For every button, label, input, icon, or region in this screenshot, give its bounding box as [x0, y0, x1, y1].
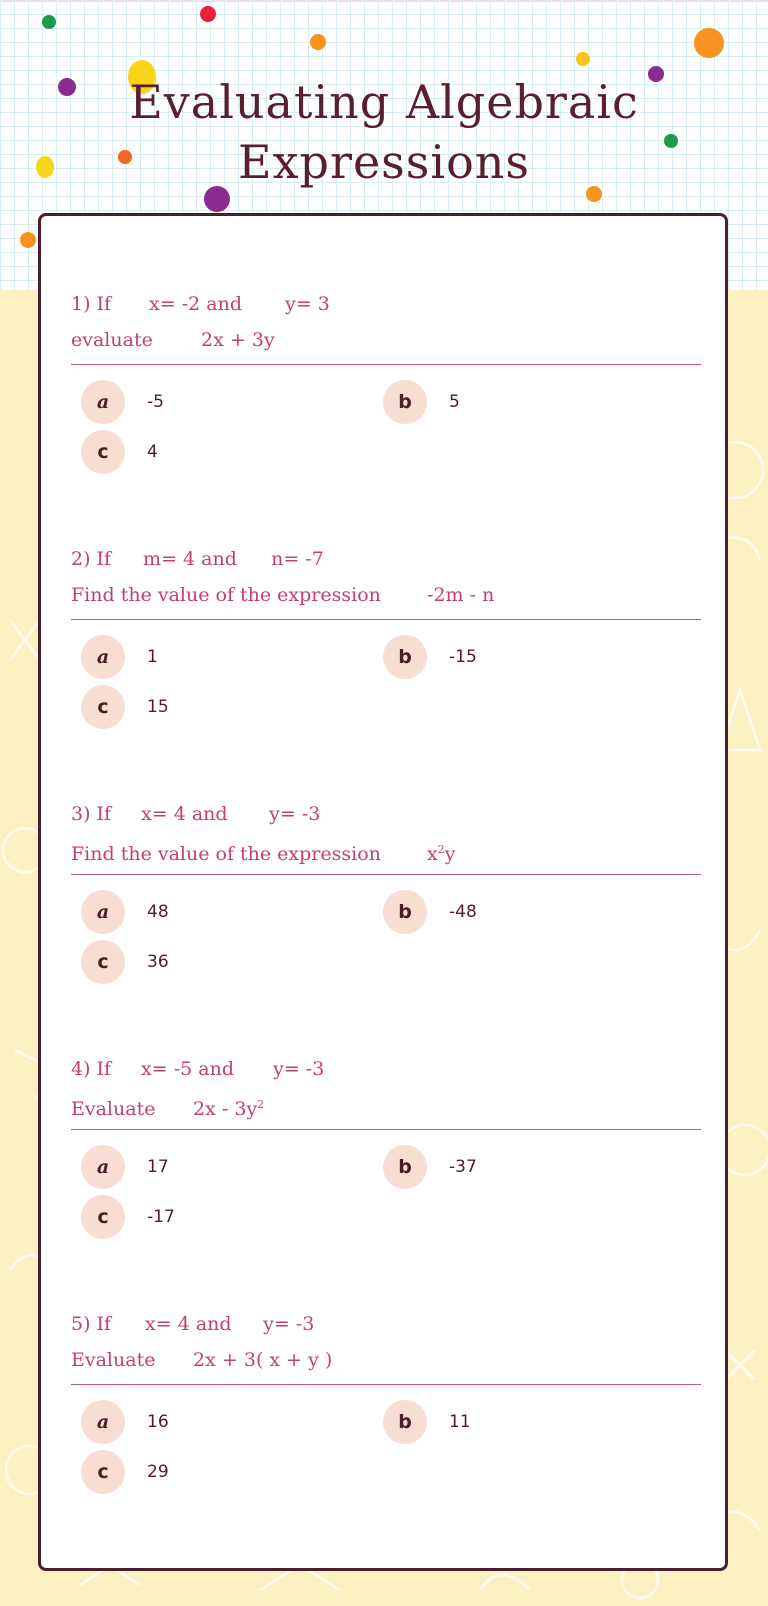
question-prompt [71, 541, 701, 577]
question-text: Find the value of the expression [71, 843, 381, 866]
paint-splat [200, 6, 216, 22]
choice-b[interactable] [383, 1145, 477, 1189]
choice-b[interactable] [383, 1400, 471, 1444]
expression-text [427, 832, 455, 872]
question-text: Evaluate [71, 1098, 156, 1121]
question-expression [71, 1342, 701, 1378]
question-text: y= 3 [285, 293, 330, 315]
choice-letter-c: c [81, 685, 125, 729]
choice-value: 15 [147, 697, 169, 717]
title-line-2: Expressions [237, 135, 531, 189]
expression-text: 2x + 3y [201, 329, 275, 351]
choice-value: 29 [147, 1462, 169, 1482]
choice-value: 1 [147, 647, 158, 667]
question-text: 3) If [71, 803, 112, 825]
choice-value: -37 [449, 1157, 477, 1177]
paint-splat [576, 52, 590, 66]
question-text: 4) If [71, 1058, 112, 1080]
choice-b[interactable] [383, 890, 477, 934]
question-text: Find the value of the expression [71, 584, 381, 606]
answer-choices [71, 1130, 701, 1240]
question-expression [71, 832, 701, 868]
choice-letter-c: c [81, 1450, 125, 1494]
title-line-1: Evaluating Algebraic [129, 75, 639, 129]
choice-c[interactable] [81, 685, 169, 729]
expression-text: 2x + 3( x + y ) [193, 1349, 333, 1371]
answer-choices [71, 365, 701, 475]
exponent: 2 [257, 1098, 265, 1111]
question-expression [71, 1087, 701, 1123]
choice-value: -48 [449, 902, 477, 922]
page-title [0, 72, 768, 192]
question-expression [71, 577, 701, 613]
question-text: m= 4 and [143, 548, 237, 570]
choice-letter-a: a [81, 890, 125, 934]
question-text: x= 4 and [141, 803, 228, 825]
question-text: x= 4 and [145, 1313, 232, 1335]
choice-c[interactable] [81, 430, 158, 474]
question-text: x= -5 and [141, 1058, 234, 1080]
question-text: evaluate [71, 329, 153, 351]
answer-choices [71, 620, 701, 730]
question-1 [71, 286, 701, 475]
choice-b[interactable] [383, 380, 460, 424]
choice-letter-a: a [81, 1400, 125, 1444]
question-prompt [71, 796, 701, 832]
choice-a[interactable] [81, 1400, 169, 1444]
answer-choices [71, 875, 701, 985]
exponent: 2 [437, 843, 445, 856]
choice-value: -17 [147, 1207, 175, 1227]
paint-splat [694, 28, 724, 58]
question-expression [71, 322, 701, 358]
choice-value: 36 [147, 952, 169, 972]
choice-letter-c: c [81, 1195, 125, 1239]
choice-value: 48 [147, 902, 169, 922]
question-text: 5) If [71, 1313, 112, 1335]
question-5 [71, 1306, 701, 1495]
question-prompt [71, 1051, 701, 1087]
question-text: Evaluate [71, 1349, 156, 1371]
question-3 [71, 796, 701, 985]
choice-letter-a: a [81, 635, 125, 679]
question-prompt [71, 1306, 701, 1342]
choice-letter-a: a [81, 1145, 125, 1189]
expression-text: -2m - n [427, 584, 495, 606]
choice-letter-b: b [383, 635, 427, 679]
question-prompt [71, 286, 701, 322]
expression-base: x [427, 843, 438, 866]
choice-letter-b: b [383, 890, 427, 934]
paint-splat [42, 15, 56, 29]
choice-b[interactable] [383, 635, 477, 679]
question-text: n= -7 [271, 548, 324, 570]
choice-value: 4 [147, 442, 158, 462]
choice-value: 16 [147, 1412, 169, 1432]
question-text: y= -3 [273, 1058, 325, 1080]
paint-splat [20, 232, 36, 248]
question-text: y= -3 [263, 1313, 315, 1335]
choice-value: -5 [147, 392, 164, 412]
question-text: 2) If [71, 548, 112, 570]
choice-letter-b: b [383, 380, 427, 424]
choice-value: 17 [147, 1157, 169, 1177]
choice-value: -15 [449, 647, 477, 667]
question-text: y= -3 [269, 803, 321, 825]
choice-letter-a: a [81, 380, 125, 424]
expression-variable: y [444, 843, 456, 866]
worksheet-card [38, 213, 728, 1571]
expression-base: 2x - 3y [193, 1098, 258, 1121]
choice-value: 5 [449, 392, 460, 412]
paint-splat [310, 34, 326, 50]
choice-letter-b: b [383, 1400, 427, 1444]
choice-a[interactable] [81, 1145, 169, 1189]
choice-c[interactable] [81, 1195, 175, 1239]
question-2 [71, 541, 701, 730]
question-text: x= -2 and [149, 293, 242, 315]
choice-letter-c: c [81, 430, 125, 474]
answer-choices [71, 1385, 701, 1495]
choice-a[interactable] [81, 380, 164, 424]
expression-text [193, 1087, 264, 1127]
choice-c[interactable] [81, 1450, 169, 1494]
choice-letter-b: b [383, 1145, 427, 1189]
choice-c[interactable] [81, 940, 169, 984]
question-4 [71, 1051, 701, 1240]
choice-letter-c: c [81, 940, 125, 984]
choice-value: 11 [449, 1412, 471, 1432]
question-text: 1) If [71, 293, 112, 315]
choice-a[interactable] [81, 635, 158, 679]
choice-a[interactable] [81, 890, 169, 934]
